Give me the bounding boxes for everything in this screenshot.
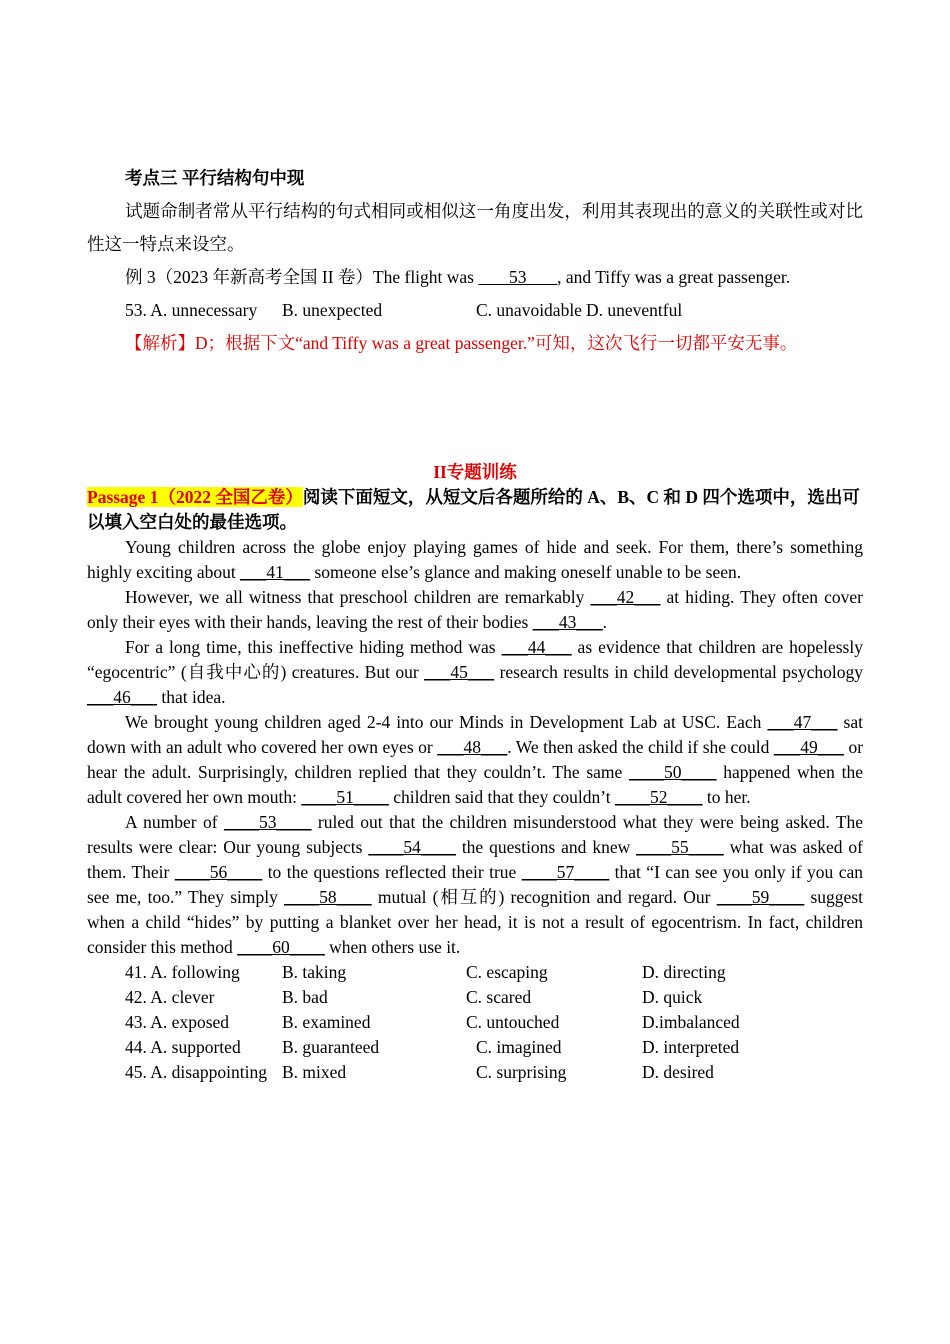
answer-blank: ____60____ xyxy=(237,937,325,957)
answer-blank: ___49___ xyxy=(773,737,844,757)
answer-blank: ____57____ xyxy=(521,862,610,882)
passage-instruction xyxy=(87,485,863,535)
example-prefix: 例 3（2023 年新高考全国 II 卷）The flight was xyxy=(125,267,479,287)
passage-paragraph xyxy=(87,585,863,635)
question-row xyxy=(87,960,863,985)
question-options xyxy=(87,960,863,1085)
passage-text: that “I can see you only if you can see me, too.” They simply xyxy=(87,862,863,907)
answer-blank: ____50____ xyxy=(629,762,717,782)
training-title: II专题训练 xyxy=(433,462,517,482)
option-c: C. unavoidable xyxy=(476,300,582,320)
passage-text: someone else’s glance and making oneself unable to be seen. xyxy=(310,562,742,582)
question-row xyxy=(87,1010,863,1035)
analysis: 【解析】D；根据下文“and Tiffy was a great passenger.”可知，这次飞行一切都平安无事。 xyxy=(125,333,798,353)
option-c: C. escaping xyxy=(466,962,548,982)
option-c: C. untouched xyxy=(466,1012,560,1032)
option-b: B. unexpected xyxy=(282,300,383,320)
option-d: D. uneventful xyxy=(585,300,683,320)
passage-text: children said that they couldn’t xyxy=(388,787,615,807)
example-blank: 53 xyxy=(478,267,558,287)
passage-text: A number of xyxy=(125,812,224,832)
option-b: B. guaranteed xyxy=(282,1037,380,1057)
answer-blank: ___43___ xyxy=(532,612,603,632)
option-c: C. surprising xyxy=(476,1062,567,1082)
option-a: 41. A. following xyxy=(125,962,240,982)
answer-blank: ____52____ xyxy=(614,787,703,807)
passage-text: research results in child developmental psychology xyxy=(494,662,863,682)
passage-text: However, we all witness that preschool children are remarkably xyxy=(125,587,591,607)
answer-blank: ____54____ xyxy=(368,837,456,857)
answer-blank: ___41___ xyxy=(240,562,311,582)
document-page xyxy=(87,160,863,1085)
option-c: C. scared xyxy=(466,987,532,1007)
option-a: 43. A. exposed xyxy=(125,1012,230,1032)
instruction-text: 阅读下面短文，从短文后各题所给的 A、B、C 和 D 四个选项中，选出可以填入空白处的最佳选项。 xyxy=(87,487,860,532)
passage-label: Passage 1（2022 全国乙卷） xyxy=(87,487,303,507)
option-a: 45. A. disappointing xyxy=(125,1062,267,1082)
option-b: B. bad xyxy=(282,987,328,1007)
passage-text: For a long time, this ineffective hiding method was xyxy=(125,637,502,657)
passage-text: the questions and knew xyxy=(455,837,637,857)
answer-blank: ____59____ xyxy=(716,887,805,907)
option-d: D. quick xyxy=(642,987,703,1007)
passage-paragraph xyxy=(87,635,863,710)
option-c: C. imagined xyxy=(476,1037,562,1057)
passage-text: to the questions reflected their true xyxy=(262,862,522,882)
passage-text: sat down with an adult who covered her own eyes or xyxy=(87,712,863,757)
example-suffix: , and Tiffy was a great passenger. xyxy=(557,267,791,287)
option-a: 44. A. supported xyxy=(125,1037,241,1057)
passage-body xyxy=(87,535,863,960)
answer-blank: ____56____ xyxy=(174,862,263,882)
section-heading: 考点三 平行结构句中现 xyxy=(125,168,305,188)
passage-text: what was asked of them. Their xyxy=(87,837,864,882)
answer-blank: ___42___ xyxy=(590,587,661,607)
answer-blank: ___46___ xyxy=(87,687,157,707)
passage-text: happened when the adult covered her own mouth: xyxy=(87,762,863,807)
option-a: 53. A. unnecessary xyxy=(125,300,258,320)
passage-paragraph xyxy=(87,810,863,960)
passage-text: . xyxy=(602,612,608,632)
example-options xyxy=(87,294,863,327)
answer-blank: ___48___ xyxy=(437,737,508,757)
option-d: D.imbalanced xyxy=(642,1012,740,1032)
question-row xyxy=(87,1035,863,1060)
option-b: B. taking xyxy=(282,962,347,982)
question-row xyxy=(87,985,863,1010)
passage-text: when others use it. xyxy=(324,937,461,957)
example-3 xyxy=(87,261,863,294)
passage-paragraph xyxy=(87,710,863,810)
question-row xyxy=(87,1060,863,1085)
answer-blank: ____51____ xyxy=(301,787,389,807)
option-a: 42. A. clever xyxy=(125,987,215,1007)
answer-blank: ___47___ xyxy=(767,712,838,732)
section-intro: 试题命制者常从平行结构的句式相同或相似这一角度出发，利用其表现出的意义的关联性或对比性这一特点来设空。 xyxy=(87,201,863,254)
option-b: B. examined xyxy=(282,1012,371,1032)
passage-text: as evidence that children are hopelessly “egocentric” (自我中心的) creatures. But our xyxy=(87,637,863,682)
passage-text: Young children across the globe enjoy playing games of hide and seek. For them, there’s something highly exciting about xyxy=(87,537,863,582)
answer-blank: ____53____ xyxy=(223,812,312,832)
passage-text: at hiding. They often cover only their eyes with their hands, leaving the rest of their bodies xyxy=(87,587,863,632)
answer-blank: ___45___ xyxy=(424,662,495,682)
passage-text: mutual (相互的) recognition and regard. Our xyxy=(371,887,717,907)
passage-text: that idea. xyxy=(157,687,226,707)
passage-text: . We then asked the child if she could xyxy=(507,737,774,757)
answer-blank: ____55____ xyxy=(636,837,724,857)
option-b: B. mixed xyxy=(282,1062,347,1082)
option-d: D. directing xyxy=(642,962,726,982)
answer-blank: ___44___ xyxy=(501,637,572,657)
passage-text: or hear the adult. Surprisingly, children replied that they couldn’t. The same xyxy=(87,737,864,782)
passage-text: ruled out that the children misunderstood what they were being asked. The results were clear: Our young subjects xyxy=(87,812,863,857)
passage-text: to her. xyxy=(702,787,751,807)
passage-text: We brought young children aged 2-4 into our Minds in Development Lab at USC. Each xyxy=(125,712,768,732)
answer-blank: ____58____ xyxy=(284,887,372,907)
passage-paragraph xyxy=(87,535,863,585)
option-d: D. interpreted xyxy=(642,1037,740,1057)
passage-text: suggest when a child “hides” by putting a blanket over her head, it is not a result of egocentrism. In fact, children consider this method xyxy=(87,887,863,957)
option-d: D. desired xyxy=(642,1062,714,1082)
